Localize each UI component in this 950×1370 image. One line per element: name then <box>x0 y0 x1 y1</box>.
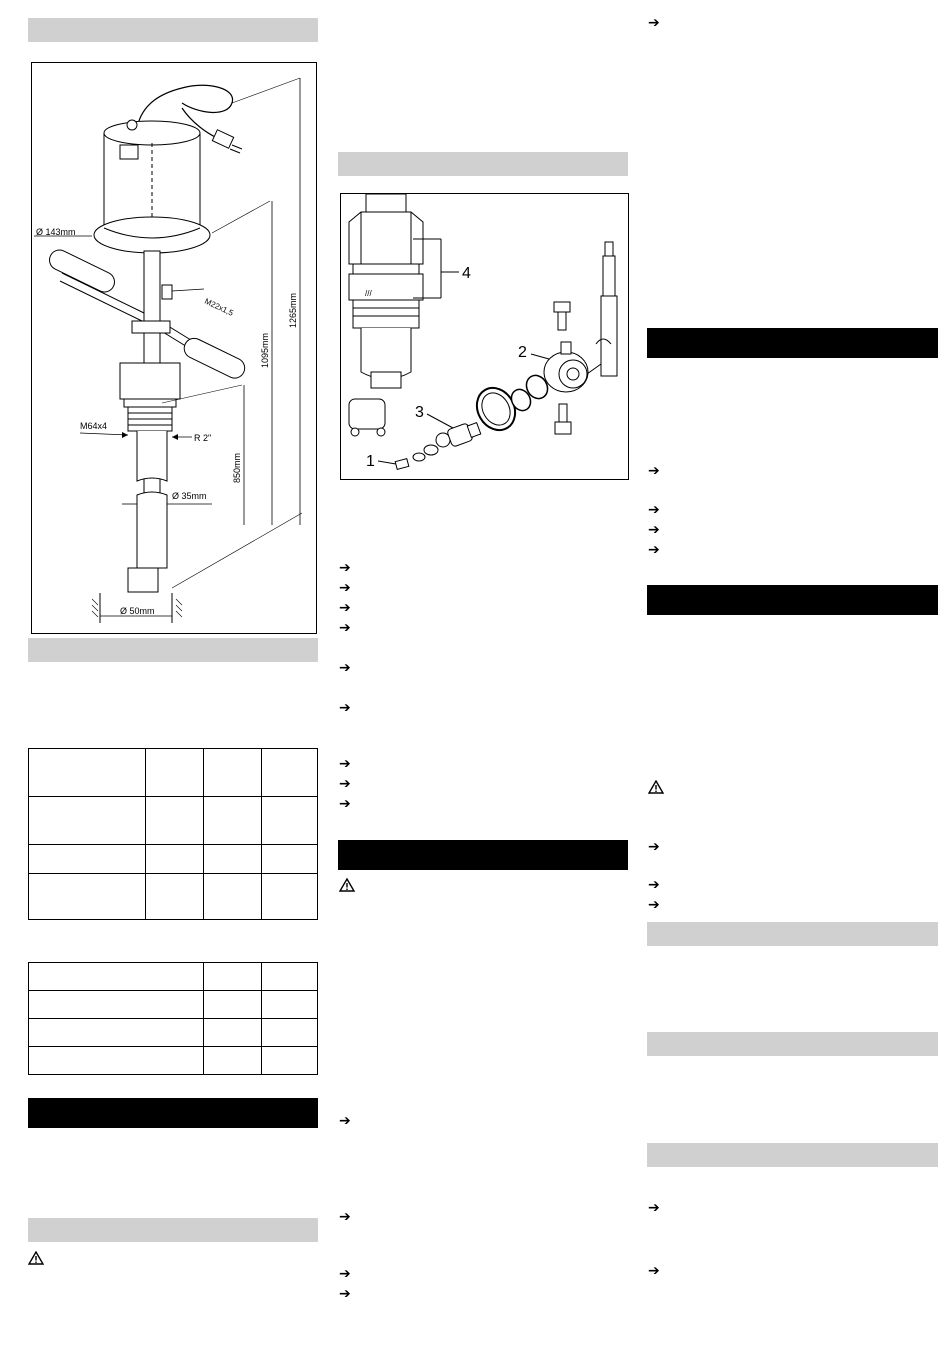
small-thread-label: M22x1,5 <box>203 296 235 318</box>
large-thread-label: M64x4 <box>80 421 108 431</box>
arrow-icon: ➔ <box>648 502 660 518</box>
section-header-bar <box>28 638 318 662</box>
arrow-icon: ➔ <box>339 560 351 576</box>
arrow-icon: ➔ <box>339 580 351 596</box>
technical-data-table <box>28 748 318 920</box>
arrow-icon: ➔ <box>648 542 660 558</box>
specification-table <box>28 962 318 1075</box>
arrow-icon: ➔ <box>339 796 351 812</box>
arrow-icon: ➔ <box>339 700 351 716</box>
length-total-label: 1265mm <box>288 292 298 328</box>
warning-triangle-icon <box>28 1251 44 1265</box>
foot-diameter-label: Ø 50mm <box>120 606 155 616</box>
pipe-diameter-label: Ø 35mm <box>172 491 207 501</box>
arrow-icon: ➔ <box>339 1286 351 1302</box>
section-header-bar <box>647 1143 938 1167</box>
arrow-icon: ➔ <box>648 522 660 538</box>
arrow-icon: ➔ <box>648 839 660 855</box>
arrow-icon: ➔ <box>339 1113 351 1129</box>
pipe-thread-label: R 2" <box>194 433 212 443</box>
arrow-icon: ➔ <box>339 660 351 676</box>
section-header-bar <box>338 840 628 870</box>
arrow-icon: ➔ <box>339 620 351 636</box>
arrow-icon: ➔ <box>648 1200 660 1216</box>
section-header-bar <box>647 585 938 615</box>
callout-4: 4 <box>462 265 471 282</box>
section-header-bar <box>647 922 938 946</box>
exploded-valve-drawing <box>341 194 628 479</box>
pump-dimension-drawing <box>32 63 316 633</box>
arrow-icon: ➔ <box>648 463 660 479</box>
section-header-bar <box>338 152 628 176</box>
warning-triangle-icon <box>339 878 355 892</box>
svg-text:///: /// <box>365 289 372 298</box>
section-header-bar <box>647 328 938 358</box>
arrow-icon: ➔ <box>339 756 351 772</box>
length-mid-label: 1095mm <box>260 332 270 368</box>
arrow-icon: ➔ <box>648 1263 660 1279</box>
collar-diameter-label: Ø 143mm <box>36 227 76 237</box>
arrow-icon: ➔ <box>648 15 660 31</box>
section-header-bar <box>647 1032 938 1056</box>
arrow-icon: ➔ <box>648 897 660 913</box>
arrow-icon: ➔ <box>339 776 351 792</box>
exploded-valve-figure <box>340 193 629 480</box>
arrow-icon: ➔ <box>339 1266 351 1282</box>
section-header-bar <box>28 18 318 42</box>
arrow-icon: ➔ <box>339 600 351 616</box>
section-header-bar <box>28 1218 318 1242</box>
callout-1: 1 <box>366 453 375 470</box>
section-header-bar <box>28 1098 318 1128</box>
callout-3: 3 <box>415 404 424 421</box>
pump-dimension-figure <box>31 62 317 634</box>
arrow-icon: ➔ <box>648 877 660 893</box>
callout-2: 2 <box>518 344 527 361</box>
arrow-icon: ➔ <box>339 1209 351 1225</box>
length-lower-label: 850mm <box>232 452 242 483</box>
warning-triangle-icon <box>648 780 664 794</box>
